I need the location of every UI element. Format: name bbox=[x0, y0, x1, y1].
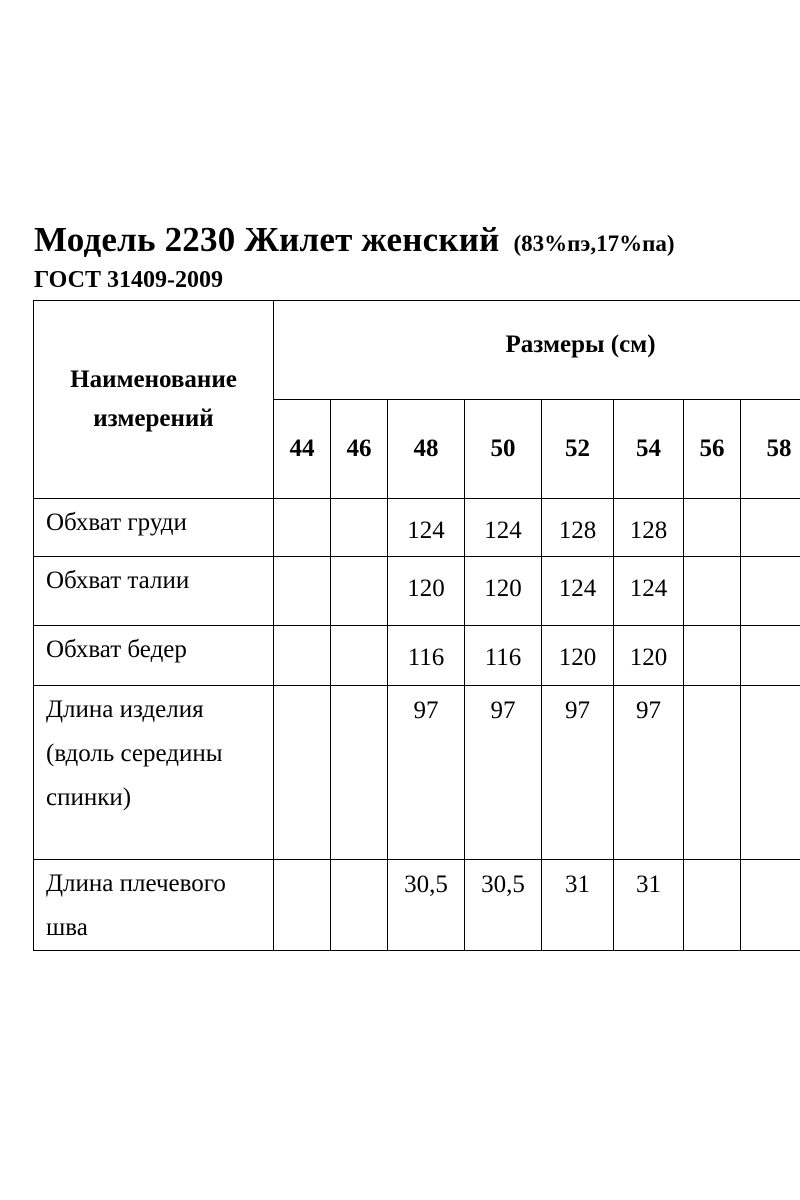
table-cell: 30,5 bbox=[465, 860, 542, 951]
table-cell bbox=[274, 686, 331, 860]
size-header-50: 50 bbox=[465, 400, 542, 499]
table-cell bbox=[331, 557, 388, 626]
table-cell bbox=[741, 626, 800, 686]
table-cell: 120 bbox=[388, 557, 465, 626]
table-cell bbox=[741, 686, 800, 860]
row-label-hips: Обхват бедер bbox=[34, 626, 274, 686]
table-cell: 97 bbox=[542, 686, 614, 860]
header-sizes-group bbox=[274, 301, 800, 400]
table-cell bbox=[331, 626, 388, 686]
table-cell bbox=[684, 686, 741, 860]
row-label-waist: Обхват талии bbox=[34, 557, 274, 626]
row-label-garment-length: Длина изделия (вдоль середины спинки) bbox=[34, 686, 274, 860]
table-cell bbox=[684, 626, 741, 686]
size-chart-table bbox=[33, 300, 800, 951]
header-row-group bbox=[34, 301, 800, 400]
row-label-chest: Обхват груди bbox=[34, 499, 274, 557]
size-header-56: 56 bbox=[684, 400, 741, 499]
table-cell bbox=[684, 499, 741, 557]
document-title bbox=[34, 222, 675, 257]
table-cell: 124 bbox=[542, 557, 614, 626]
table-cell bbox=[331, 686, 388, 860]
fabric-composition: (83%пэ,17%па) bbox=[513, 231, 675, 256]
header-measurement-name: Наименование измерений bbox=[34, 301, 274, 499]
table-row bbox=[34, 557, 800, 626]
table-cell bbox=[331, 860, 388, 951]
table-cell bbox=[741, 860, 800, 951]
table-cell: 124 bbox=[388, 499, 465, 557]
size-header-46: 46 bbox=[331, 400, 388, 499]
table-row bbox=[34, 626, 800, 686]
table-cell: 128 bbox=[614, 499, 684, 557]
table-cell bbox=[274, 626, 331, 686]
table-cell: 97 bbox=[614, 686, 684, 860]
size-header-58: 58 bbox=[741, 400, 800, 499]
gost-standard: ГОСТ 31409-2009 bbox=[34, 267, 223, 293]
size-header-44: 44 bbox=[274, 400, 331, 499]
table-cell: 97 bbox=[388, 686, 465, 860]
table-cell: 97 bbox=[465, 686, 542, 860]
table-cell: 120 bbox=[465, 557, 542, 626]
table-cell: 120 bbox=[542, 626, 614, 686]
size-header-52: 52 bbox=[542, 400, 614, 499]
table-cell bbox=[741, 499, 800, 557]
table-row bbox=[34, 499, 800, 557]
table-cell bbox=[274, 860, 331, 951]
size-header-54: 54 bbox=[614, 400, 684, 499]
table-cell bbox=[274, 557, 331, 626]
table-cell: 124 bbox=[614, 557, 684, 626]
table-cell bbox=[331, 499, 388, 557]
table-cell bbox=[684, 860, 741, 951]
table-cell bbox=[274, 499, 331, 557]
table-cell bbox=[741, 557, 800, 626]
model-title: Модель 2230 Жилет женский bbox=[34, 220, 500, 259]
table-cell: 31 bbox=[542, 860, 614, 951]
table-cell: 120 bbox=[614, 626, 684, 686]
table-cell: 31 bbox=[614, 860, 684, 951]
header-sizes-label: Размеры (см) bbox=[505, 331, 656, 358]
table-cell bbox=[684, 557, 741, 626]
table-row bbox=[34, 860, 800, 951]
table-cell: 30,5 bbox=[388, 860, 465, 951]
table-row bbox=[34, 686, 800, 860]
row-label-shoulder-seam: Длина плечевого шва bbox=[34, 860, 274, 951]
table-cell: 116 bbox=[465, 626, 542, 686]
table-cell: 124 bbox=[465, 499, 542, 557]
size-header-48: 48 bbox=[388, 400, 465, 499]
table-cell: 128 bbox=[542, 499, 614, 557]
table-cell: 116 bbox=[388, 626, 465, 686]
